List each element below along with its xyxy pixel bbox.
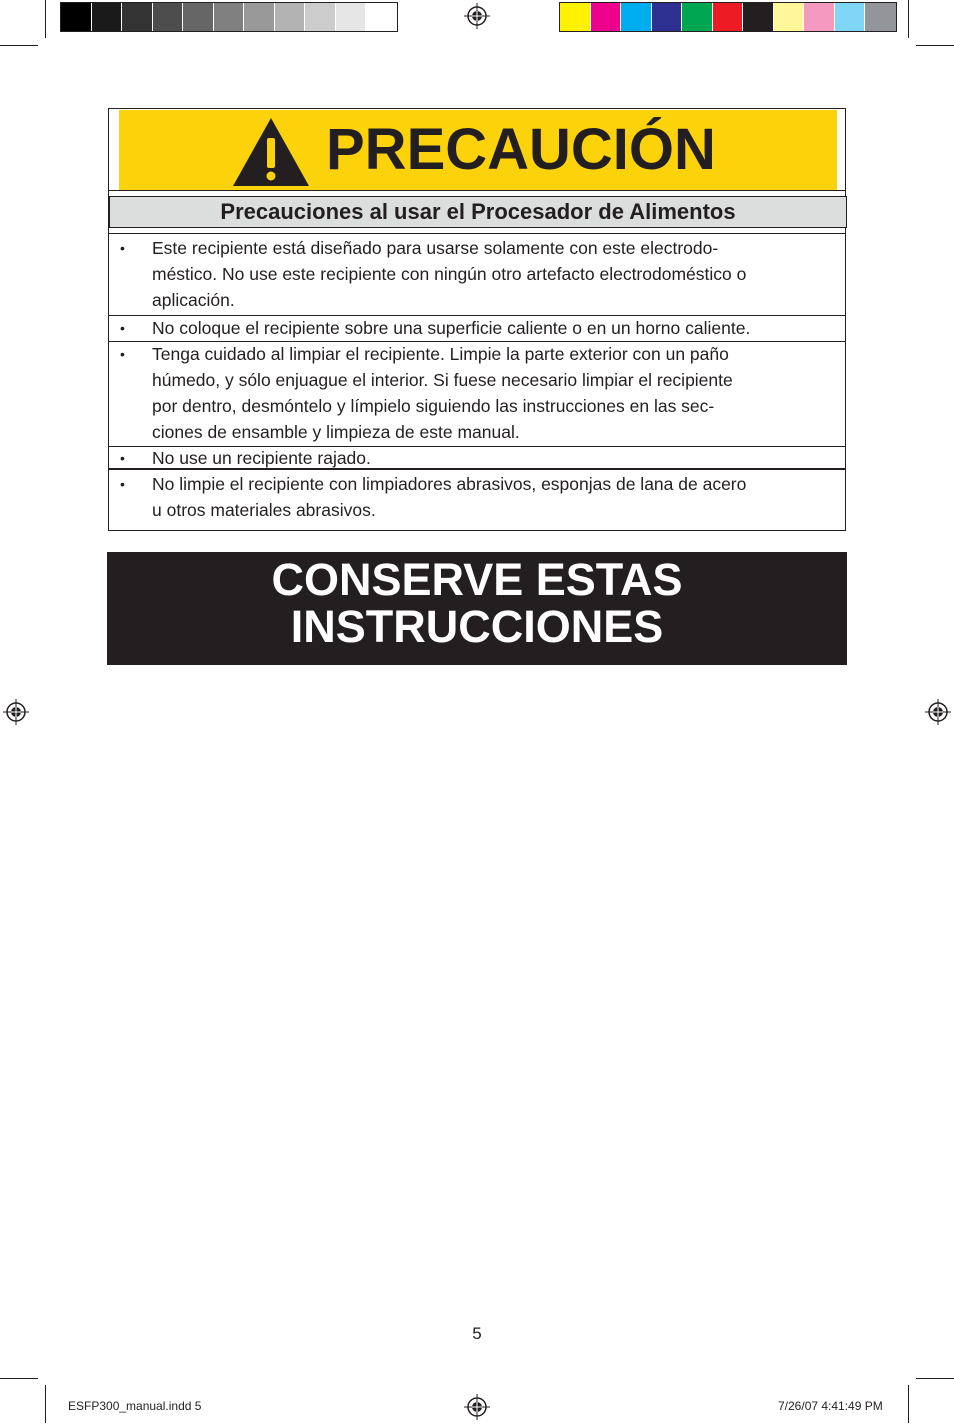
color-swatch: [61, 3, 92, 31]
color-swatch: [122, 3, 153, 31]
color-swatch: [774, 3, 805, 31]
caution-title: PRECAUCIÓN: [326, 117, 716, 182]
caution-item: [109, 235, 845, 315]
save-instructions-text: [107, 556, 847, 650]
text-line: por dentro, desmóntelo y límpielo siguiendo las instrucciones en las sec-: [152, 396, 715, 416]
save-instructions-banner: [107, 552, 847, 665]
registration-mark-icon: [464, 1394, 490, 1420]
crop-mark: [45, 0, 46, 38]
text-line: aplicación.: [152, 290, 235, 310]
caution-item: [109, 471, 845, 526]
color-swatch: [713, 3, 744, 31]
color-swatch: [366, 3, 397, 31]
text-line: Este recipiente está diseñado para usarse solamente con este electrodo-: [152, 238, 719, 258]
color-swatch: [865, 3, 896, 31]
text-line: No coloque el recipiente sobre una superficie caliente o en un horno caliente.: [152, 318, 751, 338]
caution-item-text: [152, 235, 832, 313]
color-swatch: [336, 3, 367, 31]
caution-banner: [119, 110, 837, 190]
crop-mark: [908, 1385, 909, 1423]
divider: [109, 233, 845, 234]
color-swatch: [804, 3, 835, 31]
color-swatch: [560, 3, 591, 31]
crop-mark: [0, 45, 38, 46]
subtitle-bar: [109, 196, 847, 228]
color-swatch: [153, 3, 184, 31]
caution-box: [108, 108, 846, 531]
warning-triangle-icon: [231, 116, 311, 188]
crop-mark: [908, 0, 909, 38]
color-swatch: [743, 3, 774, 31]
registration-mark-icon: [3, 699, 29, 725]
divider: [109, 190, 845, 191]
color-swatch: [244, 3, 275, 31]
bullet: •: [120, 320, 125, 336]
gray-color-bar: [60, 2, 398, 32]
color-swatch: [275, 3, 306, 31]
color-swatch: [92, 3, 123, 31]
process-color-bar: [559, 2, 897, 32]
color-swatch: [591, 3, 622, 31]
divider: [109, 468, 845, 470]
page-number: 5: [472, 1324, 482, 1343]
text-line: No use un recipiente rajado.: [152, 448, 371, 468]
bullet: •: [120, 450, 125, 466]
color-swatch: [652, 3, 683, 31]
text-line: húmedo, y sólo enjuague el interior. Si fuese necesario limpiar el recipiente: [152, 370, 733, 390]
save-line-2: INSTRUCCIONES: [290, 601, 664, 652]
text-line: ciones de ensamble y limpieza de este manual.: [152, 422, 520, 442]
registration-mark-icon: [925, 699, 951, 725]
text-line: No limpie el recipiente con limpiadores abrasivos, esponjas de lana de acero: [152, 474, 747, 494]
color-swatch: [183, 3, 214, 31]
caution-item: [109, 315, 845, 341]
caution-subtitle: Precauciones al usar el Procesador de Alimentos: [220, 199, 736, 224]
registration-mark-icon: [464, 3, 490, 29]
crop-mark: [45, 1385, 46, 1423]
color-swatch: [621, 3, 652, 31]
bullet: •: [120, 476, 125, 492]
text-line: u otros materiales abrasivos.: [152, 500, 376, 520]
color-swatch: [214, 3, 245, 31]
footer-file-info: ESFP300_manual.indd 5: [68, 1399, 202, 1413]
color-swatch: [305, 3, 336, 31]
caution-item-text: [152, 315, 832, 341]
bullet: •: [120, 346, 125, 362]
text-line: Tenga cuidado al limpiar el recipiente. Limpie la parte exterior con un paño: [152, 344, 729, 364]
caution-item: [109, 341, 845, 446]
text-line: méstico. No use este recipiente con ningún otro artefacto electrodoméstico o: [152, 264, 747, 284]
bullet: •: [120, 240, 125, 256]
crop-mark: [916, 1378, 954, 1379]
caution-item-text: [152, 341, 832, 445]
footer-date: 7/26/07 4:41:49 PM: [778, 1399, 883, 1413]
caution-item-text: [152, 471, 832, 523]
color-swatch: [682, 3, 713, 31]
crop-mark: [0, 1378, 38, 1379]
crop-mark: [916, 45, 954, 46]
color-swatch: [835, 3, 866, 31]
save-line-1: CONSERVE ESTAS: [271, 554, 683, 605]
